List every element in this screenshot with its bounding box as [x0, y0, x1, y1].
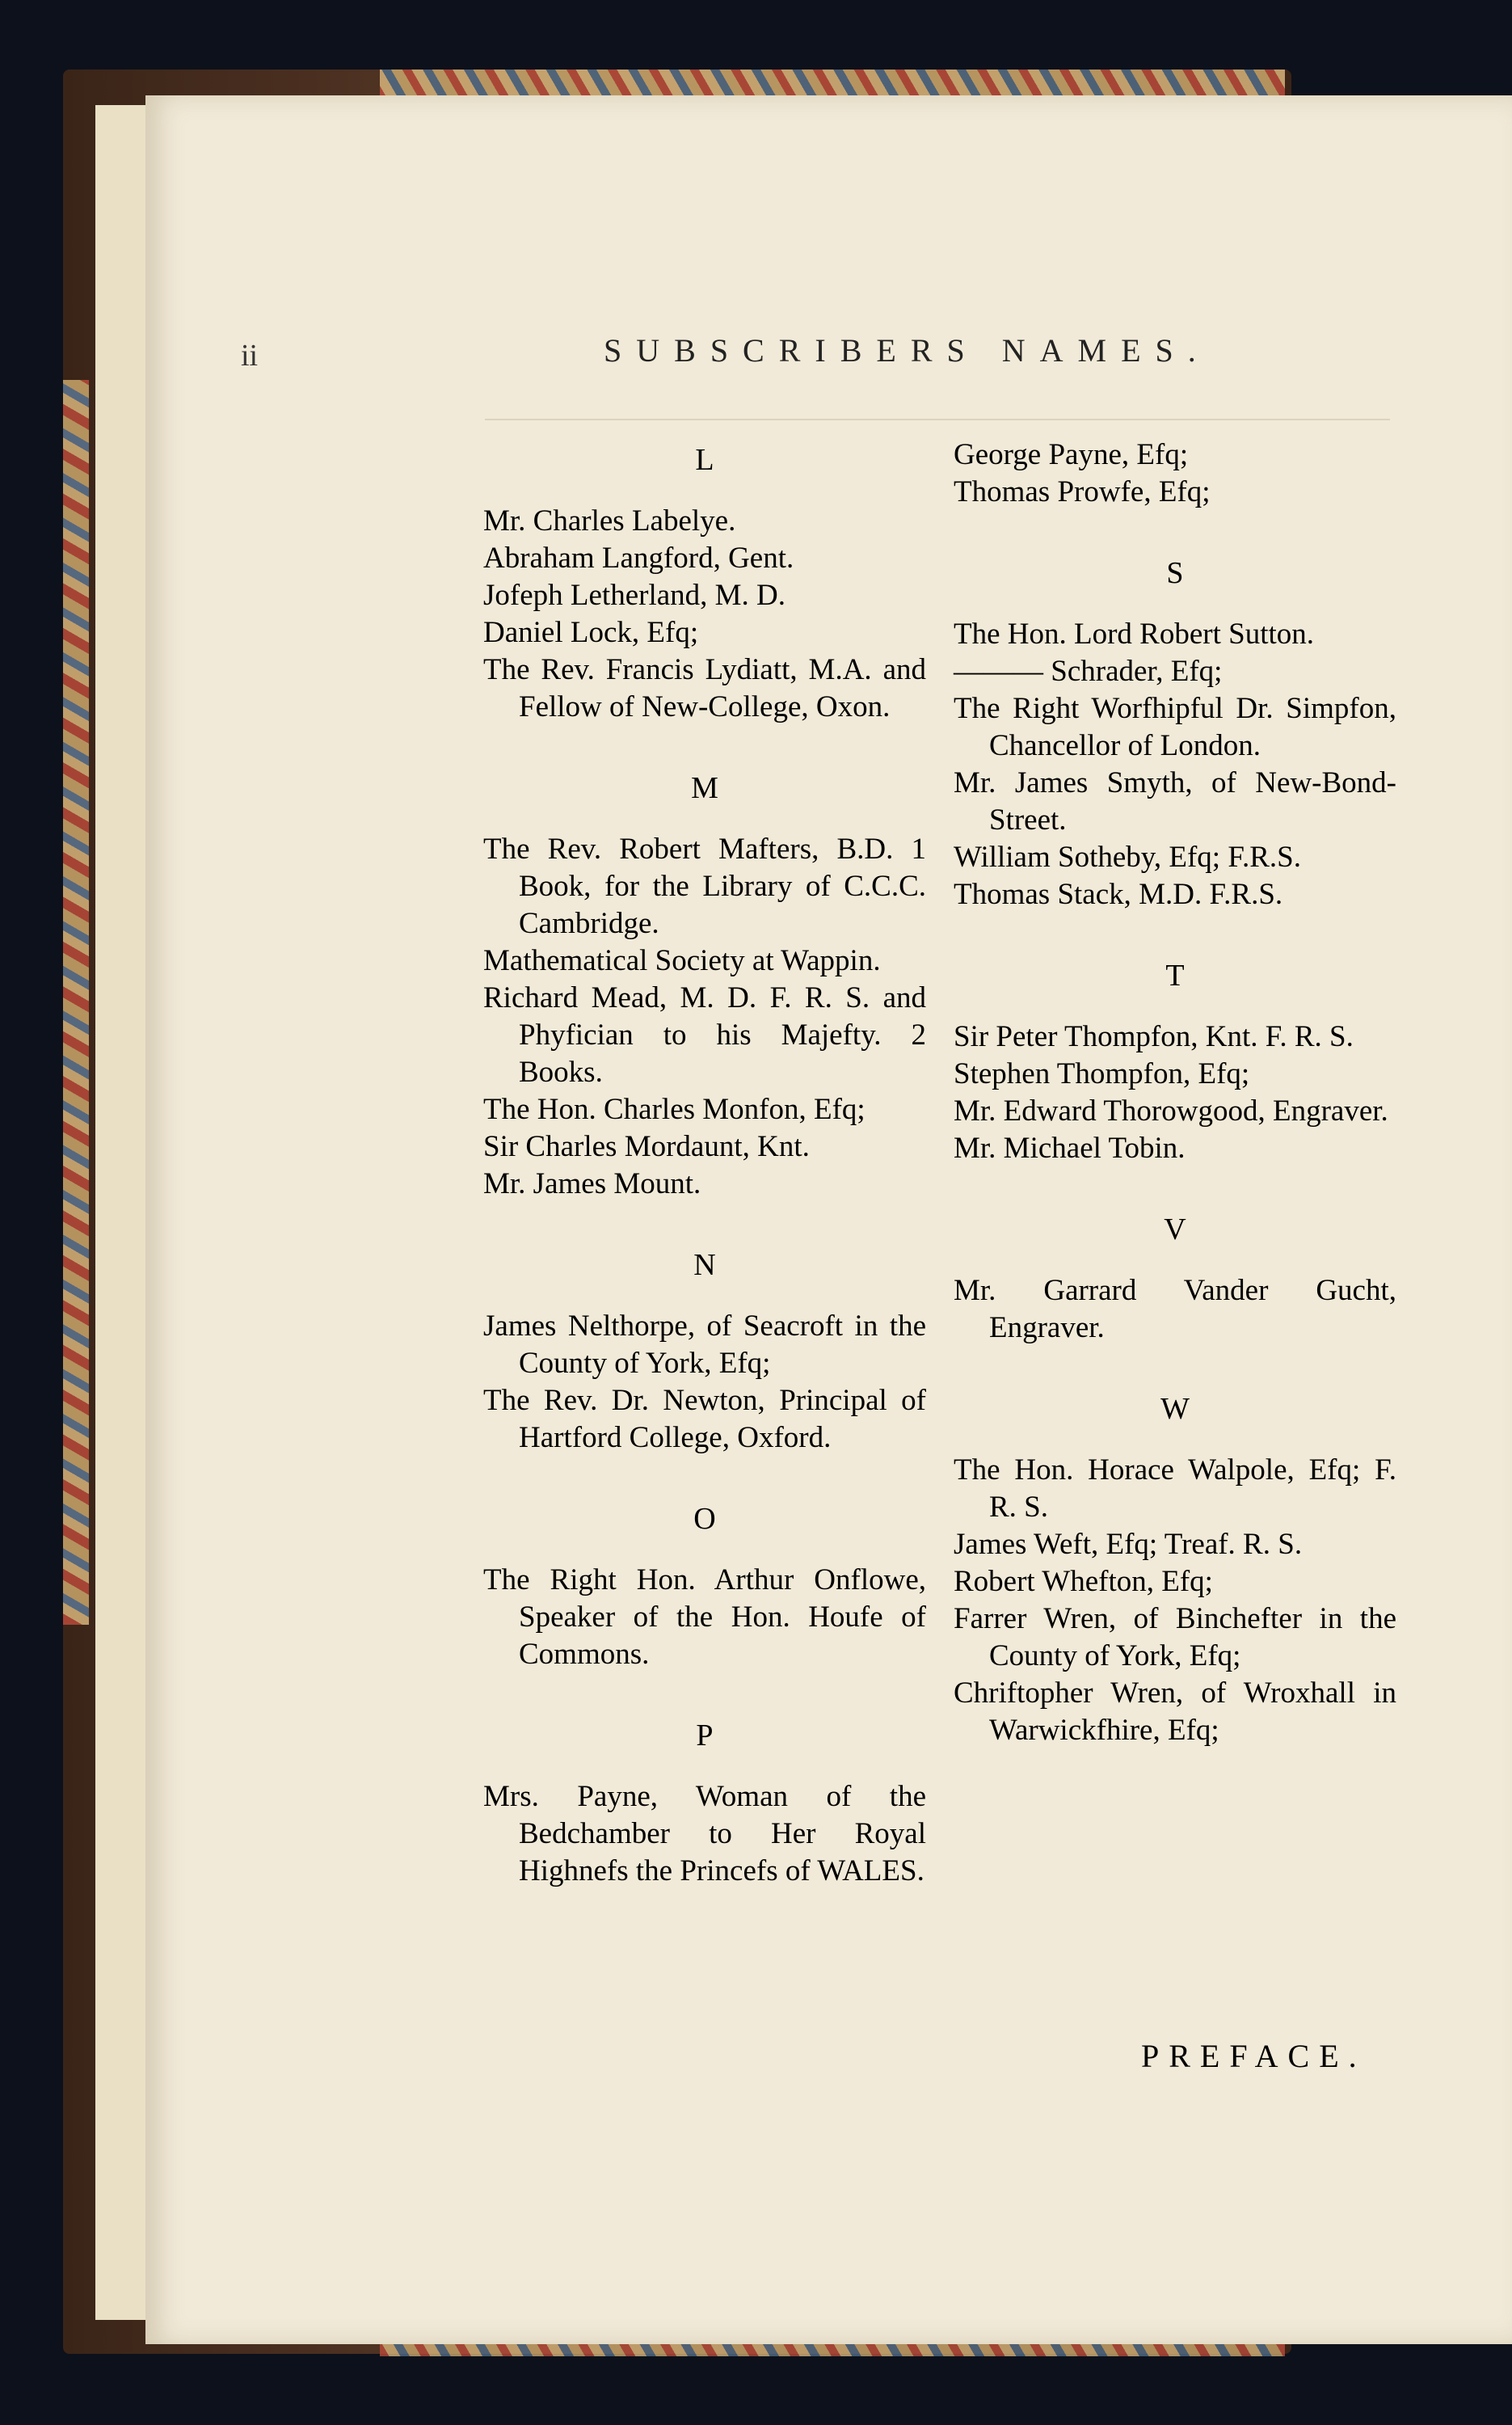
section-letter: S [1166, 556, 1184, 590]
subscriber-entry: The Hon. Lord Robert Sutton. [954, 618, 1315, 651]
section-S [954, 550, 1396, 913]
section-letter: V [1164, 1212, 1186, 1246]
subscriber-entry: Jofeph Letherland, M. D. [483, 579, 786, 612]
subscriber-entry: The Rev. Robert Mafters, B.D. 1 Book, for the Library of C.C.C. Cambridge. [483, 833, 926, 940]
subscriber-entry: Thomas Stack, M.D. F.R.S. [954, 878, 1283, 911]
section-letter: W [1160, 1392, 1190, 1426]
subscriber-entry: Mr. James Smyth, of New-Bond-Street. [954, 766, 1396, 837]
subscriber-entry: Farrer Wren, of Binchefter in the County of York, Efq; [954, 1602, 1396, 1672]
subscriber-entry: The Right Worfhipful Dr. Simpfon, Chancellor of London. [954, 692, 1396, 762]
subscriber-entry: Mathematical Society at Wappin. [483, 944, 881, 977]
subscriber-entry: ——— Schrader, Efq; [954, 655, 1223, 688]
subscriber-entry: Richard Mead, M. D. F. R. S. and Phyfician to his Majefty. 2 Books. [483, 981, 926, 1089]
catchword: PREFACE. [1141, 2038, 1367, 2074]
section-N [483, 1242, 926, 1457]
subscriber-entry: The Hon. Charles Monfon, Efq; [483, 1093, 866, 1126]
subscriber-entry: The Right Hon. Arthur Onflowe, Speaker of the Hon. Houfe of Commons. [483, 1563, 926, 1671]
subscriber-entry: The Hon. Horace Walpole, Efq; F. R. S. [954, 1453, 1396, 1524]
section-O [483, 1495, 926, 1673]
section-letter: N [693, 1248, 716, 1282]
section-letter: M [691, 771, 718, 805]
subscriber-entry: Sir Peter Thompfon, Knt. F. R. S. [954, 1020, 1354, 1053]
page-number: ii [241, 339, 259, 373]
section-letter: O [693, 1502, 716, 1536]
subscriber-entry: Chriftopher Wren, of Wroxhall in Warwickfhire, Efq; [954, 1676, 1396, 1747]
subscriber-entry: Mr. Michael Tobin. [954, 1132, 1186, 1165]
subscriber-entry: Abraham Langford, Gent. [483, 542, 794, 575]
subscriber-entry: Stephen Thompfon, Efq; [954, 1057, 1250, 1090]
section-letter: L [695, 443, 714, 477]
section-P [483, 1712, 926, 1890]
subscriber-entry: The Rev. Francis Lydiatt, M.A. and Fellow of New-College, Oxon. [483, 653, 926, 723]
subscriber-entry: Sir Charles Mordaunt, Knt. [483, 1130, 810, 1163]
subscriber-entry: James Nelthorpe, of Seacroft in the County of York, Efq; [483, 1310, 926, 1380]
header-rule [485, 419, 1390, 420]
section-L [483, 436, 926, 726]
subscriber-entry: William Sotheby, Efq; F.R.S. [954, 841, 1301, 874]
subscriber-entry: Mr. Garrard Vander Gucht, Engraver. [954, 1274, 1396, 1344]
running-head: SUBSCRIBERS NAMES. [604, 332, 1211, 369]
left-column [483, 436, 926, 1929]
section-W [954, 1385, 1396, 1749]
marbled-edge-left [63, 380, 89, 1625]
section-letter: T [1165, 959, 1185, 993]
subscriber-entry: Daniel Lock, Efq; [483, 616, 699, 649]
subscriber-entry: Mrs. Payne, Woman of the Bedchamber to Her Royal Highnefs the Princefs of WALES. [483, 1780, 926, 1887]
section-letter: P [696, 1719, 714, 1752]
subscriber-entry: Mr. Charles Labelye. [483, 504, 736, 538]
subscriber-entry: Mr. Edward Thorowgood, Engraver. [954, 1094, 1388, 1128]
subscriber-entry: George Payne, Efq; [954, 438, 1189, 471]
subscriber-entry: Thomas Prowfe, Efq; [954, 475, 1211, 508]
subscriber-entry: Robert Whefton, Efq; [954, 1565, 1213, 1598]
section-M [483, 765, 926, 1203]
section-P-continued [954, 436, 1396, 511]
subscriber-entry: The Rev. Dr. Newton, Principal of Hartford College, Oxford. [483, 1384, 926, 1454]
right-column [954, 436, 1396, 1788]
subscriber-entry: Mr. James Mount. [483, 1167, 701, 1200]
subscriber-entry: James Weft, Efq; Treaf. R. S. [954, 1528, 1303, 1561]
section-T [954, 952, 1396, 1167]
section-V [954, 1206, 1396, 1347]
